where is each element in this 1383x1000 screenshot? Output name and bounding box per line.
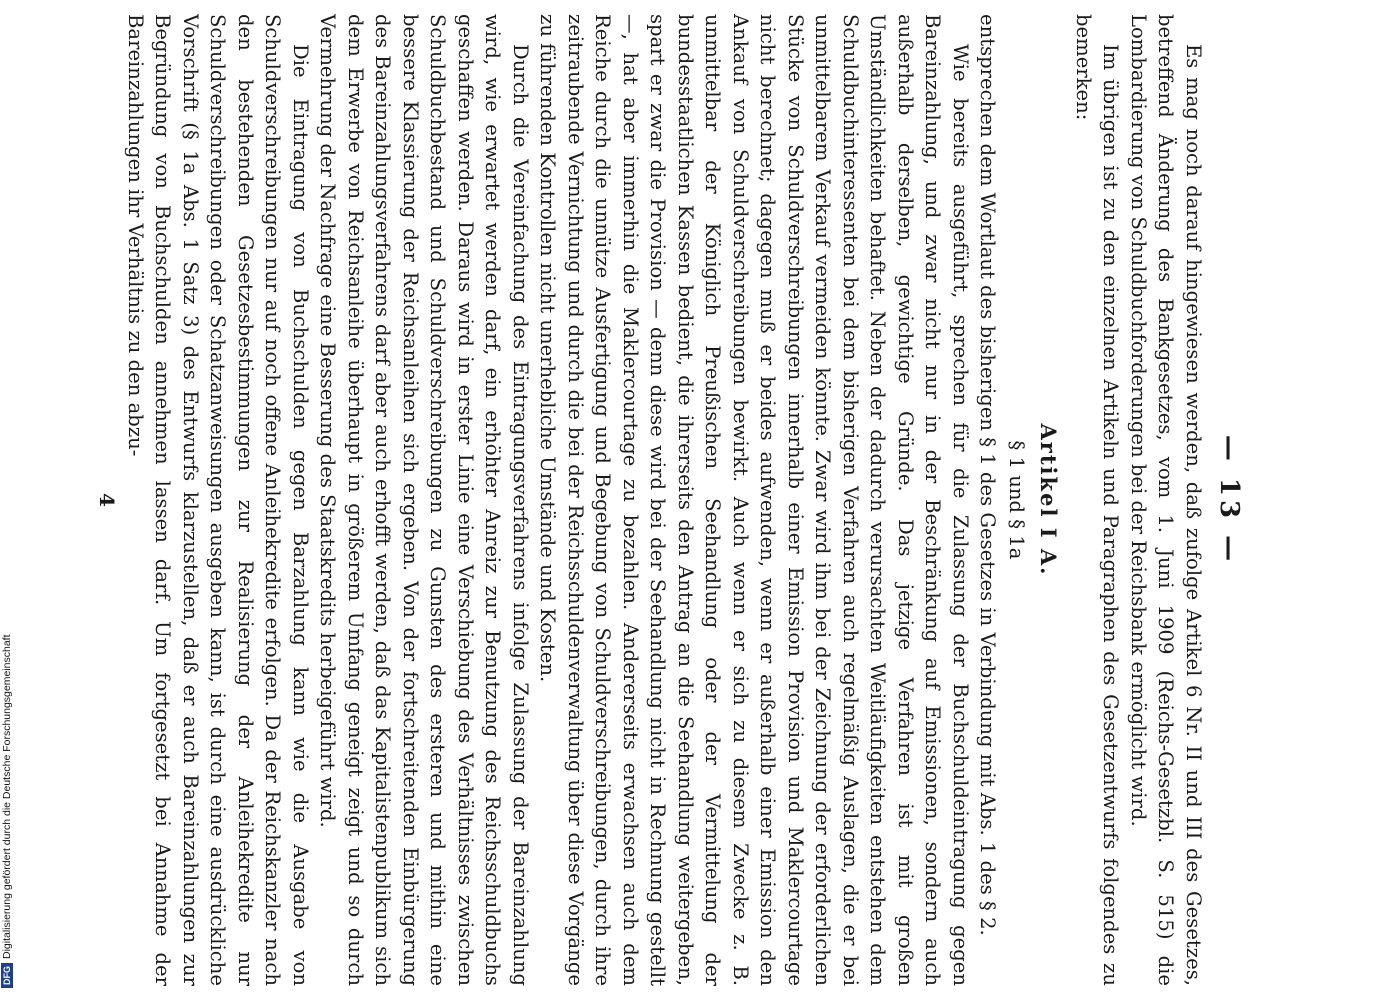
paragraph: entsprechen dem Wortlaut des bisherigen § 1 des Gesetzes in Verbindung mit Abs. 1 des § 2. — [976, 14, 1000, 936]
signature-mark: 4 — [95, 493, 120, 507]
dfg-logo: DFG — [1, 963, 13, 988]
digitization-credit — [0, 0, 14, 1000]
paragraph: Durch die Vereinfachung des Eintragungsverfahrens infolge Zulassung der Bareinzahlung wird, wie erwartet werden darf, ein erhöhter Anreiz zur Benutzung des Reichsschuldbuchs geschaffen werden. Daraus wird in erster Linie eine Verschiebung des Verhältnisses zwischen Schuldbuchbestand und Schuldverschreibungen zu Gunsten des ersteren und mithin eine bessere Klassierung der Reichsanleihen sich ergeben. Von der fortschreitenden Einbürgerung des Bareinzahlungsverfahrens darf aber auch erhofft werden, daß das Kapitalistenpublikum sich dem Erwerbe von Reichsanleihe überhaupt in größerem Umfang geneigt zeigt und so durch Vermehrung der Nachfrage eine Besserung des Staatskredits herbeigeführt wird. — [316, 14, 532, 986]
paragraph: Wie bereits ausgeführt, sprechen für die Zulassung der Buchschuldeintragung gegen Bareinzahlung, und zwar nicht nur in der Beschränkung auf Emissionen, sondern auch außerhalb derselben, gewichtige Gründe. Das jetzige Verfahren ist mit großen Umständlichkeiten behaftet. Neben der dadurch verursachten Weitläufigkeiten entstehen dem Schuldbuchinteressenten bei dem bisherigen Verfahren auch regelmäßig Auslagen, die er bei unmittelbarem Verkauf vermeiden könnte. Zwar wird ihm bei der Zeichnung der erforderlichen Stücke von Schuldverschreibungen innerhalb einer Emission Provision und Maklercourtage nicht berechnet; dagegen muß er beides aufwenden, wenn er außerhalb einer Emission den Ankauf von Schuldverschreibungen bewirkt. Auch wenn er sich zu diesem Zwecke z. B. unmittelbar der Königlich Preußischen Seehandlung oder der Vermittelung der bundesstaatlichen Kassen bedient, die ihrerseits den Antrag an die Seehandlung weitergeben, spart er zwar die Provision — denn diese wird bei der Seehandlung nicht in Rechnung gestellt —, hat aber immerhin die Maklercourtage zu bezahlen. Andererseits erwachsen auch dem Reiche durch die unnütze Ausfertigung und Begebung von Schuldverschreibungen, durch ihre zeitraubende Vernichtung und durch die bei der Reichsschuldenverwaltung über diese Vorgänge zu führenden Kontrollen nicht unerhebliche Umstände und Kosten. — [536, 14, 972, 986]
article-heading: Artikel I A. — [1036, 423, 1062, 577]
page-number: — 13 — — [1214, 434, 1244, 566]
credit-text: Digitalisierung gefördert durch die Deutsche Forschungsgemeinschaft — [1, 634, 13, 959]
paragraph: Im übrigen ist zu den einzelnen Artikeln und Paragraphen des Gesetzentwurfs folgendes zu bemerken: — [1072, 14, 1123, 986]
scanned-page — [95, 0, 1255, 1000]
paragraph: Es mag noch darauf hingewiesen werden, daß zufolge Artikel 6 Nr. II und III des Gesetzes, betreffend Änderung des Bankgesetzes, vom 1. Juni 1909 (Reichs-Gesetzbl. S. 515) die Lombardierung von Schuldbuchforderungen bei der Reichsbank ermöglicht wird. — [1127, 14, 1205, 986]
section-heading: § 1 und § 1a — [1005, 440, 1029, 560]
paragraph: Die Eintragung von Buchschulden gegen Barzahlung kann wie die Ausgabe von Schuldverschreibungen nur auf noch offene Anleihekredite erfolgen. Da der Reichskanzler nach den bestehenden Gesetzesbestimmungen zur Realisierung der Anleihekredite nur Schuldverschreibungen oder Schatzanweisungen ausgeben kann, ist durch eine ausdrückliche Vorschrift (§ 1a Abs. 1 Satz 3) des Entwurfs klarzustellen, daß er auch Bareinzahlungen zur Begründung von Buchschulden annehmen lassen darf. Um fortgesetzt bei Annahme der Bareinzahlungen ihr Verhältnis zu den abzu- — [124, 14, 312, 986]
